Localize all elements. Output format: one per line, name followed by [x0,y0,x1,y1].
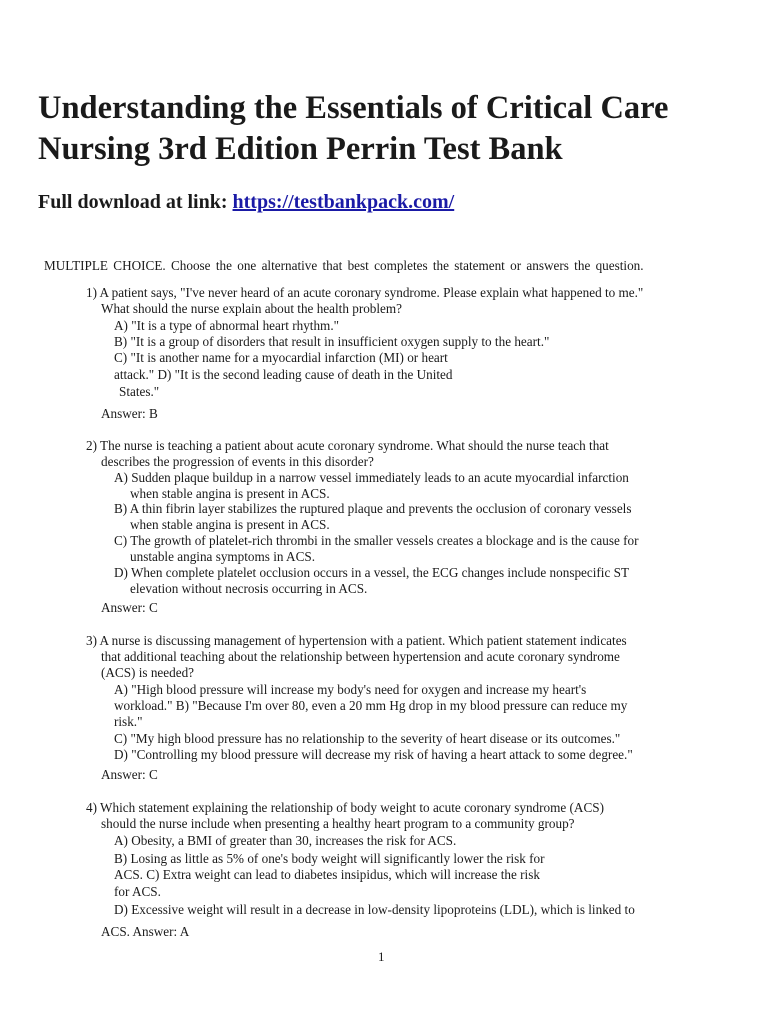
q4-option-c-line: for ACS. [114,884,161,899]
q4-option-d: D) Excessive weight will result in a decrease in low-density lipoproteins (LDL), which is linked to [114,902,635,917]
q3-option-a-line-1: A) "High blood pressure will increase my body's need for oxygen and increase my heart's [114,682,587,697]
q4-option-b-line-2: ACS. C) Extra weight can lead to diabetes insipidus, which will increase the risk [114,867,540,882]
q4-option-b-line-1: B) Losing as little as 5% of one's body weight will significantly lower the risk for [114,851,545,866]
q2-option-d-line-2: elevation without necrosis occurring in ACS. [130,581,368,596]
q1-answer: Answer: B [101,406,158,421]
q1-option-a: A) "It is a type of abnormal heart rhythm." [114,318,339,333]
q1-option-d-line: States." [119,384,160,399]
q2-option-d-line-1: D) When complete platelet occlusion occurs in a vessel, the ECG changes include nonspecific ST [114,565,630,580]
q3-answer: Answer: C [101,767,158,782]
q4-stem-line-2: should the nurse include when presenting a healthy heart program to a community group? [101,816,575,831]
q3-option-d: D) "Controlling my blood pressure will decrease my risk of having a heart attack to some degree." [114,747,633,762]
q2-option-c-line-1: C) The growth of platelet-rich thrombi in the smaller vessels creates a blockage and is the cause for [114,533,639,548]
q2-stem-line-2: describes the progression of events in this disorder? [101,454,374,469]
q3-stem-line-3: (ACS) is needed? [101,665,195,680]
q2-option-b-line-2: when stable angina is present in ACS. [130,517,330,532]
title-line-2: Nursing 3rd Edition Perrin Test Bank [38,131,563,167]
download-label: Full download at link: [38,191,228,213]
q3-option-c: C) "My high blood pressure has no relationship to the severity of heart disease or its outcomes." [114,731,621,746]
q1-option-b: B) "It is a group of disorders that result in insufficient oxygen supply to the heart." [114,334,550,349]
q1-option-c-line-1: C) "It is another name for a myocardial infarction (MI) or heart [114,350,448,365]
q1-stem-line-2: What should the nurse explain about the health problem? [101,301,403,316]
q2-answer: Answer: C [101,600,158,615]
title-line-1: Understanding the Essentials of Critical Care [38,90,669,126]
download-line [38,189,454,215]
q3-option-a-line-2: workload." B) "Because I'm over 80, even a 20 mm Hg drop in my blood pressure can reduce my [114,698,628,713]
q1-stem-line-1: 1) A patient says, "I've never heard of an acute coronary syndrome. Please explain what happened to me." [86,285,644,300]
q2-stem-line-1: 2) The nurse is teaching a patient about acute coronary syndrome. What should the nurse teach that [86,438,609,453]
document-title [38,88,748,170]
instructions: MULTIPLE CHOICE. Choose the one alternative that best completes the statement or answers the question. [44,258,644,273]
q4-answer: ACS. Answer: A [101,924,190,939]
page-number: 1 [378,949,385,964]
q3-stem-line-2: that additional teaching about the relationship between hypertension and acute coronary syndrome [101,649,620,664]
q3-option-b-line: risk." [114,714,143,729]
q1-option-c-line-2: attack." D) "It is the second leading cause of death in the United [114,367,453,382]
q2-option-a-line-2: when stable angina is present in ACS. [130,486,330,501]
q2-option-c-line-2: unstable angina symptoms in ACS. [130,549,315,564]
q2-option-a-line-1: A) Sudden plaque buildup in a narrow vessel immediately leads to an acute myocardial infarction [114,470,629,485]
q3-stem-line-1: 3) A nurse is discussing management of hypertension with a patient. Which patient statement indicates [86,633,627,648]
download-link[interactable]: https://testbankpack.com/ [232,191,455,213]
q4-stem-line-1: 4) Which statement explaining the relationship of body weight to acute coronary syndrome (ACS) [86,800,604,815]
q4-option-a: A) Obesity, a BMI of greater than 30, increases the risk for ACS. [114,833,457,848]
q2-option-b-line-1: B) A thin fibrin layer stabilizes the ruptured plaque and prevents the occlusion of coronary vessels [114,501,632,516]
